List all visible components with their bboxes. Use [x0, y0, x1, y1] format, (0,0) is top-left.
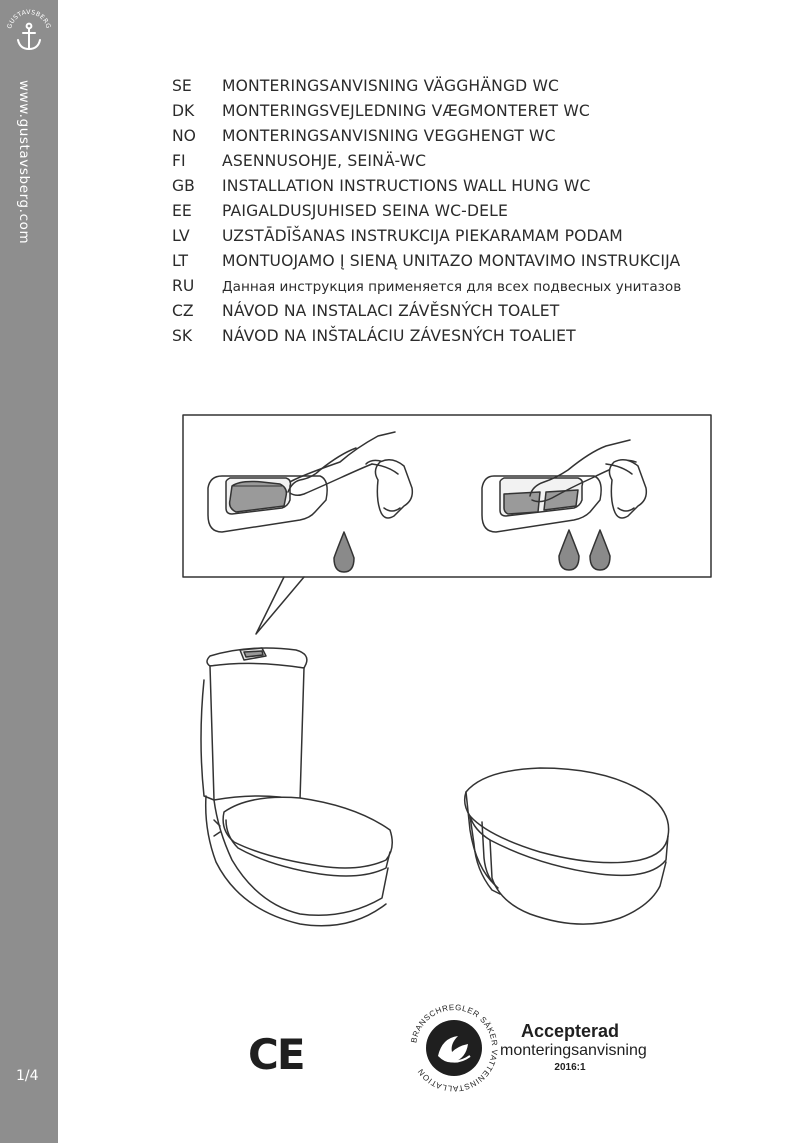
cert-year: 2016:1 [554, 1062, 586, 1073]
certification-seal-icon [406, 1000, 502, 1096]
title-text: NÁVOD NA INŠTALÁCIU ZÁVESNÝCH TOALIET [222, 327, 576, 345]
page-number: 1/4 [16, 1068, 39, 1084]
ce-mark: CE [248, 1030, 304, 1079]
title-text: ASENNUSOHJE, SEINÄ-WC [222, 152, 427, 170]
cert-ring-text: BRANSCHREGLER SÄKER VATTENINSTALLATION [409, 1002, 500, 1094]
wc-with-cistern [201, 648, 392, 926]
lang-code: LV [172, 227, 190, 245]
title-text: PAIGALDUSJUHISED SEINA WC-DELE [222, 202, 508, 220]
cert-subtitle: monteringsanvisning [500, 1042, 647, 1059]
lang-code: CZ [172, 302, 194, 320]
wall-hung-wc [465, 768, 669, 924]
title-text: INSTALLATION INSTRUCTIONS WALL HUNG WC [222, 177, 591, 195]
title-text: MONTERINGSANVISNING VÄGGHÄNGD WC [222, 77, 560, 95]
title-text: MONTUOJAMO Į SIENĄ UNITAZO MONTAVIMO INSTRUKCIJA [222, 252, 681, 270]
lang-code: SK [172, 327, 193, 345]
cert-title: Accepterad [520, 1021, 620, 1041]
lang-code: GB [172, 177, 195, 195]
lang-code: EE [172, 202, 192, 220]
title-text: NÁVOD NA INSTALACI ZÁVĚSNÝCH TOALET [222, 302, 560, 320]
lang-code: LT [172, 252, 189, 270]
title-text: UZSTĀDĪŠANAS INSTRUKCIJA PIEKARAMAM PODAM [222, 227, 623, 245]
title-text: MONTERINGSANVISNING VEGGHENGT WC [222, 127, 556, 145]
certification-text [500, 1021, 647, 1073]
title-text: Данная инструкция применяется для всех подвесных унитазов [222, 279, 682, 295]
lang-code: FI [172, 152, 186, 170]
brand-name: GUSTAVSBERG [6, 8, 52, 30]
website-url: www.gustavsberg.com [16, 80, 32, 245]
title-text: MONTERINGSVEJLEDNING VÆGMONTERET WC [222, 102, 590, 120]
lang-code: DK [172, 102, 195, 120]
lang-code: NO [172, 127, 196, 145]
lang-code: SE [172, 77, 192, 95]
lang-code: RU [172, 277, 195, 295]
callout-pointer [256, 577, 304, 634]
